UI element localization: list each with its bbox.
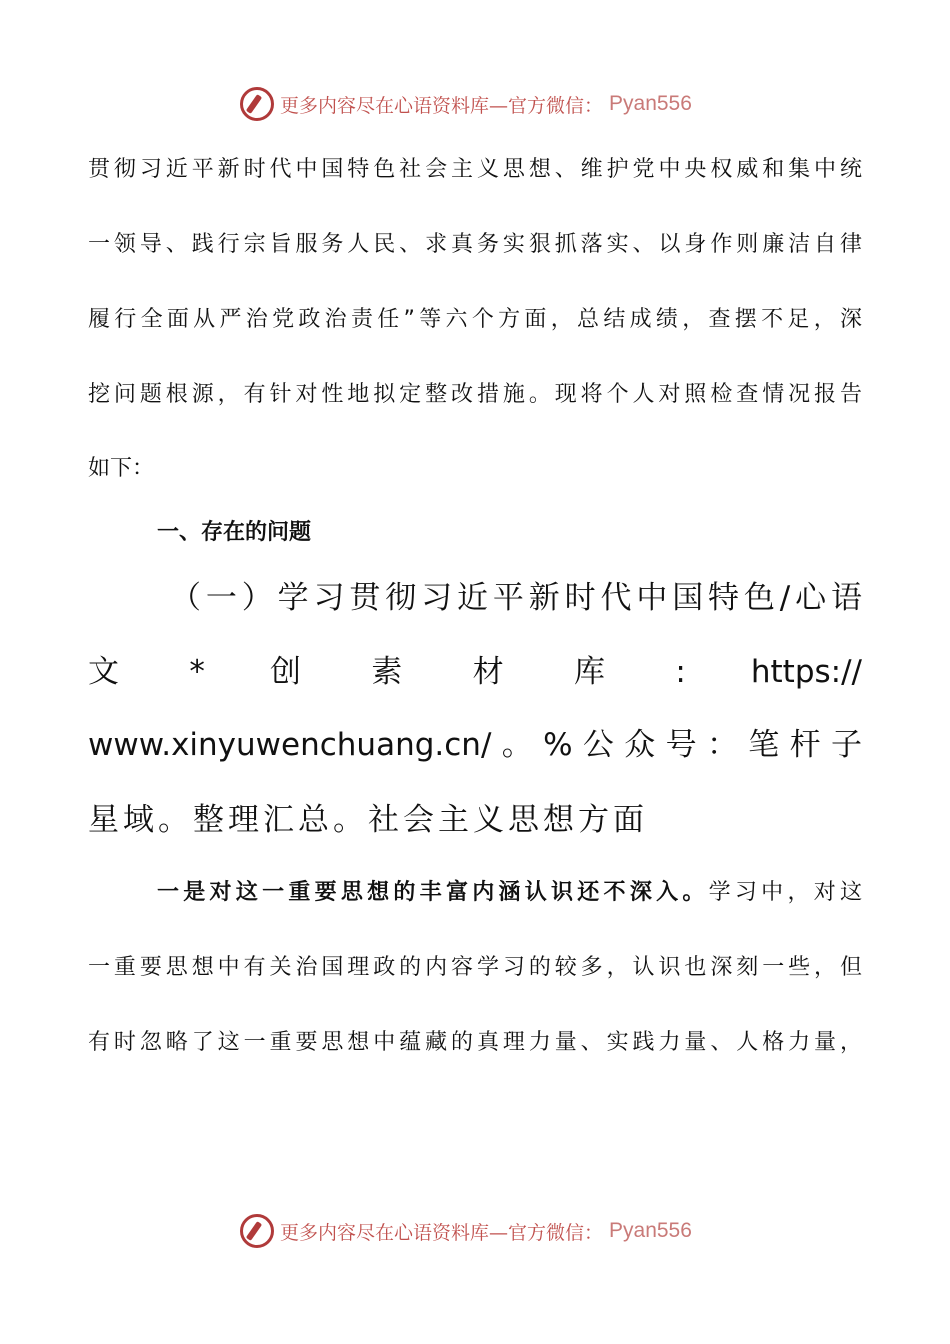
subheading-line: www.xinyuwenchuang.cn/。%公众号：笔杆子 (88, 727, 862, 763)
text-line: 贯彻习近平新时代中国特色社会主义思想、维护党中央权威和集中统 (88, 157, 862, 182)
header-watermark (240, 84, 730, 124)
subheading-line: 文 * 创 素 材 库 : https:// (88, 654, 862, 690)
subheading-line: （一）学习贯彻习近平新时代中国特色/心语 (170, 580, 862, 616)
text-line: 一重要思想中有关治国理政的内容学习的较多，认识也深刻一些，但 (88, 955, 862, 980)
bold-lead: 一是对这一重要思想的丰富内涵认识还不深入。 (157, 880, 709, 905)
text-line: 如下： (88, 456, 155, 481)
subheading-line: 星域。整理汇总。社会主义思想方面 (88, 802, 648, 838)
text-line (157, 878, 862, 908)
section-heading: 一、存在的问题 (157, 520, 312, 545)
text-line: 挖问题根源，有针对性地拟定整改措施。现将个人对照检查情况报告 (88, 382, 862, 407)
text-line: 一领导、践行宗旨服务人民、求真务实狠抓落实、以身作则廉洁自律 (88, 232, 862, 257)
footer-brand: 更多内容尽在心语资料库—官方微信： (280, 1221, 604, 1244)
header-brand: 更多内容尽在心语资料库—官方微信： (280, 94, 604, 117)
logo-icon (240, 1214, 274, 1248)
footer-wechat: Pyan556 (609, 1219, 692, 1242)
text-line: 履行全面从严治党政治责任”等六个方面，总结成绩，查摆不足，深 (88, 307, 862, 332)
header-wechat: Pyan556 (609, 92, 692, 115)
logo-icon (240, 87, 274, 121)
footer-watermark (240, 1211, 730, 1251)
text-line: 有时忽略了这一重要思想中蕴藏的真理力量、实践力量、人格力量， (88, 1030, 862, 1055)
text-span: 学习中，对这 (708, 880, 862, 905)
